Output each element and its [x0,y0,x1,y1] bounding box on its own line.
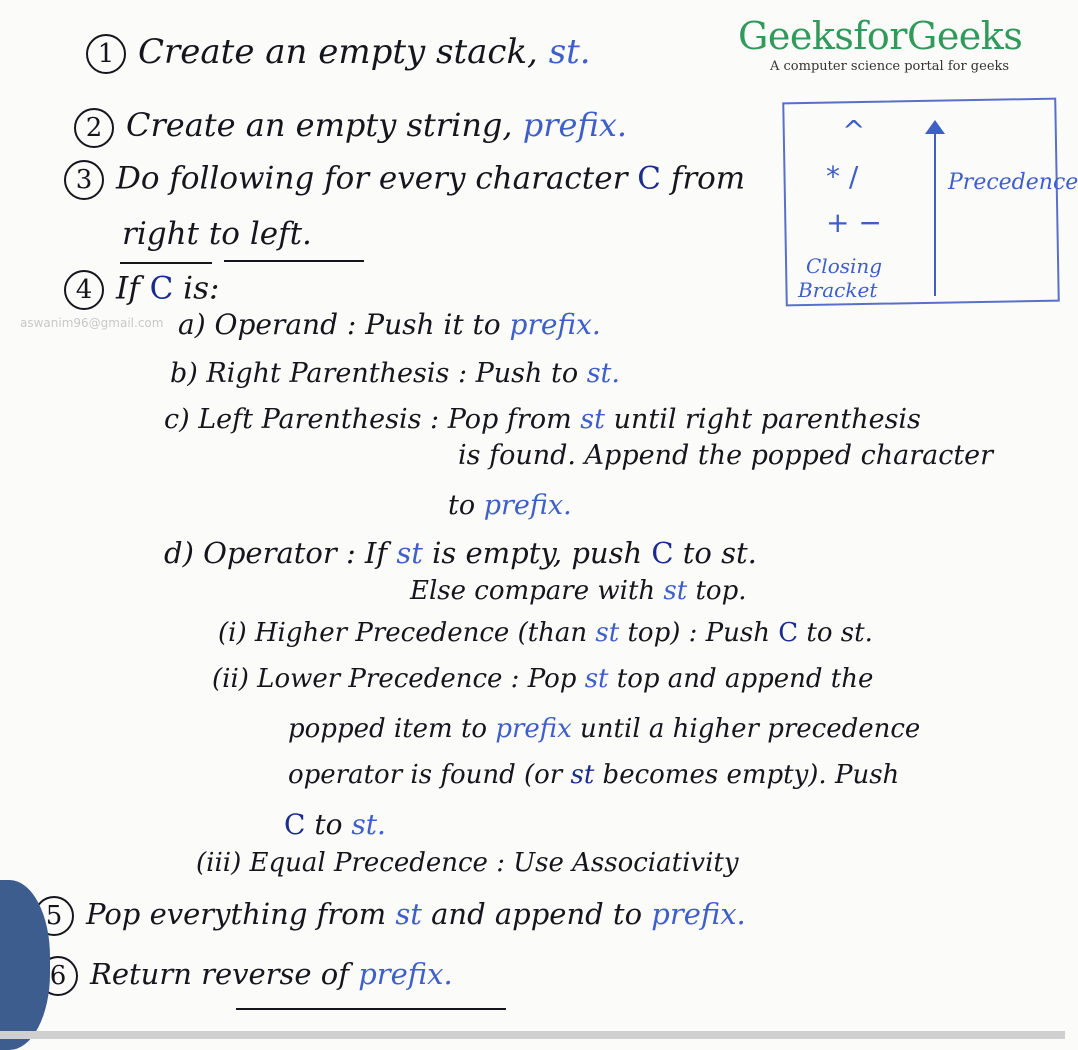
case-highlight: st [663,576,688,606]
underline [236,1008,506,1010]
precedence-symbol: ^ [842,114,866,147]
subcase-text: (i) Higher Precedence (than [218,618,596,648]
case-d-line2 [410,576,747,606]
subcase-highlight: st [595,618,620,648]
precedence-closing: Closing [806,254,883,278]
step-highlight: prefix. [522,106,628,144]
case-highlight: st [580,404,605,435]
case-text: to [448,490,484,521]
subcase-text: until a higher precedence [571,714,921,744]
step-2 [74,106,627,148]
step-text: Create an empty string, [126,106,523,144]
step-number: 6 [38,956,78,996]
precedence-symbol: + − [826,206,882,239]
case-b [170,358,620,389]
subcase-highlight: st [584,664,609,694]
case-c-line2: is found. Append the popped character [458,440,994,471]
case-text: top. [687,576,747,606]
step-6 [38,956,453,996]
subcase-ii-line3 [288,760,899,790]
subcase-text: operator is found (or [288,760,571,790]
step-text: Pop everything from [86,897,396,931]
case-c-line3 [448,490,572,521]
case-c-line1 [164,404,921,435]
case-highlight: prefix. [509,308,601,341]
step-number: 2 [74,108,114,148]
case-text: b) Right Parenthesis : Push to [170,358,587,389]
subcase-text: top and append the [608,664,874,694]
subcase-text: to st. [798,618,873,648]
case-d-line1 [164,536,757,570]
char-c: C [149,270,174,307]
case-text: until right parenthesis [604,404,921,435]
brand-logo: GeeksforGeeks [738,14,1023,58]
case-text: d) Operator : If [164,536,397,570]
subcase-highlight: st. [351,808,386,841]
subcase-highlight: st [570,760,595,790]
step-number: 3 [64,160,104,200]
case-highlight: st [396,536,423,570]
step-text: If [116,270,150,307]
brand-tagline: A computer science portal for geeks [770,59,1010,74]
step-3-continued: right to left. [122,216,312,252]
step-highlight: st [395,897,422,931]
subcase-text: becomes empty). Push [594,760,900,790]
step-highlight: prefix. [651,897,746,931]
step-text: Return reverse of [90,957,359,991]
step-text: Do following for every character [116,160,638,197]
bottom-bar [0,1031,1065,1039]
precedence-bracket: Bracket [798,278,878,302]
case-text: is empty, push [422,536,652,570]
step-number: 1 [86,34,126,74]
case-text: c) Left Parenthesis : Pop from [164,404,581,435]
subcase-iii: (iii) Equal Precedence : Use Associativity [196,848,739,878]
watermark-email: aswanim96@gmail.com [20,316,164,330]
step-text: and append to [421,897,652,931]
precedence-label: Precedence [948,170,1078,195]
subcase-i [218,618,873,648]
step-text: is: [173,270,220,307]
subcase-text: top) : Push [619,618,779,648]
subcase-ii-line4 [284,808,386,841]
arrow-up-icon [925,120,945,134]
case-highlight: st. [586,358,620,389]
step-3 [64,160,745,200]
step-text: Create an empty stack, [138,32,549,72]
step-highlight: st. [548,32,591,72]
subcase-ii-line1 [212,664,873,694]
step-1 [86,32,591,74]
precedence-symbol: * / [826,160,859,193]
subcase-text: popped item to [288,714,496,744]
precedence-arrow [934,132,936,296]
underline [120,262,212,264]
case-text: Else compare with [410,576,664,606]
step-5 [34,896,746,936]
subcase-text: to [305,808,352,841]
case-a [178,308,601,341]
subcase-ii-line2 [288,714,920,744]
step-number: 4 [64,270,104,310]
char-c: C [637,160,661,197]
step-highlight: prefix. [358,957,453,991]
char-c: C [284,808,306,841]
case-text: a) Operand : Push it to [178,308,510,341]
subcase-text: (ii) Lower Precedence : Pop [212,664,585,694]
char-c: C [651,536,674,570]
char-c: C [778,618,799,648]
underline [224,260,364,262]
step-number: 5 [34,896,74,936]
case-highlight: prefix. [483,490,572,521]
case-text: to st. [673,536,757,570]
step-4 [64,270,219,310]
step-text: from [661,160,746,197]
subcase-highlight: prefix [495,714,572,744]
